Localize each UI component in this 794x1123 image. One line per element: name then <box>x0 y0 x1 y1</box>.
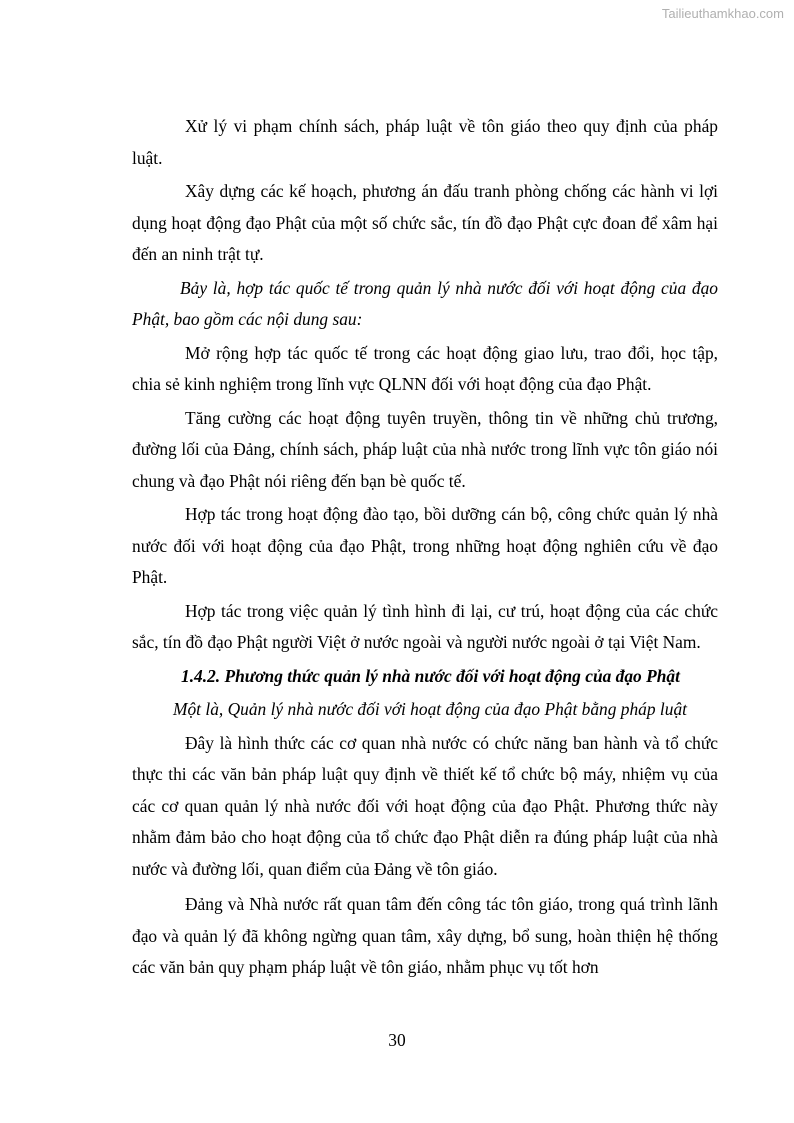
paragraph-plan-building: Xây dựng các kế hoạch, phương án đấu tranh phòng chống các hành vi lợi dụng hoạt động đạo Phật của một số chức sắc, tín đồ đạo Phật cực đoan để xâm hại đến an ninh trật tự. <box>132 181 718 264</box>
paragraph-seventh-point: Bảy là, hợp tác quốc tế trong quản lý nhà nước đối với hoạt động của đạo Phật, bao gồm các nội dung sau: <box>132 277 718 329</box>
section-subheading: Một là, Quản lý nhà nước đối với hoạt động của đạo Phật bằng pháp luật <box>173 699 687 719</box>
page-number: 30 <box>388 1030 406 1050</box>
paragraph-propaganda: Tăng cường các hoạt động tuyên truyền, thông tin về những chủ trương, đường lối của Đảng, chính sách, pháp luật của nhà nước trong lĩnh vực tôn giáo nói chung và đạo Phật nói riêng đến bạn bè quốc tế. <box>132 407 718 491</box>
section-heading: 1.4.2. Phương thức quản lý nhà nước đối với hoạt động của đạo Phật <box>181 665 680 686</box>
paragraph-training-cooperation: Hợp tác trong hoạt động đào tạo, bồi dưỡng cán bộ, công chức quản lý nhà nước đối với hoạt động của đạo Phật, trong những hoạt động nghiên cứu về đạo Phật. <box>132 504 718 587</box>
paragraph-violation-handling: Xử lý vi phạm chính sách, pháp luật về tôn giáo theo quy định của pháp luật. <box>132 116 718 168</box>
watermark-text: Tailieuthamkhao.com <box>661 6 784 21</box>
paragraph-party-state: Đảng và Nhà nước rất quan tâm đến công tác tôn giáo, trong quá trình lãnh đạo và quản lý đã không ngừng quan tâm, xây dựng, bổ sung, hoàn thiện hệ thống các văn bản quy phạm pháp luật về tôn giáo, nhằm phục vụ tốt hơn <box>132 894 718 977</box>
paragraph-legal-method: Đây là hình thức các cơ quan nhà nước có chức năng ban hành và tổ chức thực thi các văn bản pháp luật quy định về thiết kế tổ chức bộ máy, nhiệm vụ của các cơ quan quản lý nhà nước đối với hoạt động của đạo Phật. Phương thức này nhằm đảm bảo cho hoạt động của tổ chức đạo Phật diễn ra đúng pháp luật của nhà nước và đường lối, quan điểm của Đảng về tôn giáo. <box>132 732 718 879</box>
page-body <box>132 111 718 986</box>
paragraph-expand-cooperation: Mở rộng hợp tác quốc tế trong các hoạt động giao lưu, trao đổi, học tập, chia sẻ kinh nghiệm trong lĩnh vực QLNN đối với hoạt động của đạo Phật. <box>132 342 718 394</box>
paragraph-travel-management: Hợp tác trong việc quản lý tình hình đi lại, cư trú, hoạt động của các chức sắc, tín đồ đạo Phật người Việt ở nước ngoài và người nước ngoài ở tại Việt Nam. <box>132 600 718 652</box>
